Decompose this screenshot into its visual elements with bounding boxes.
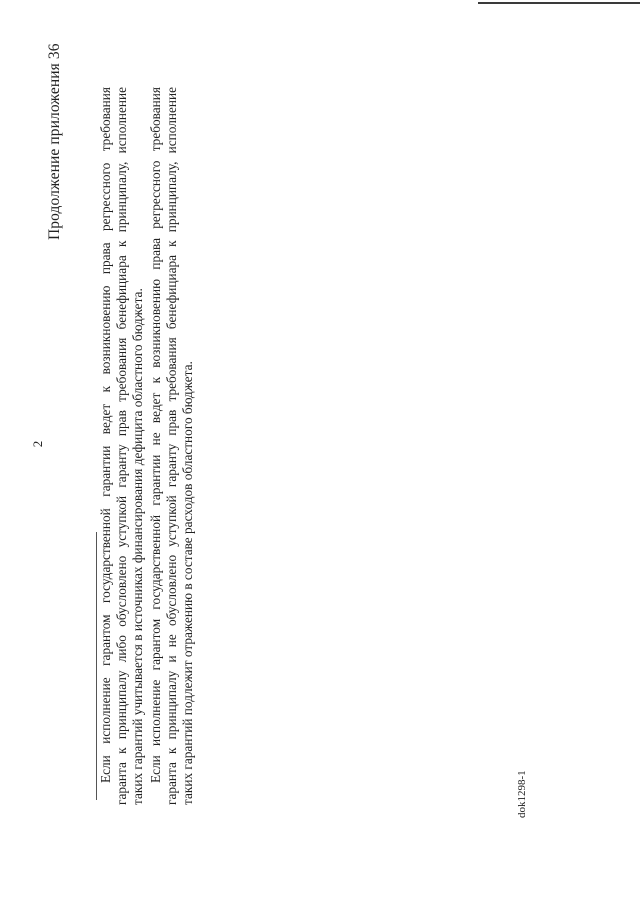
paragraph-line: гаранта к принципалу либо обусловлено уступкой гаранту прав требования бенефициара к принципалу, исполнение: [113, 87, 129, 805]
paragraph-line: гаранта к принципалу и не обусловлено уступкой гаранту прав требования бенефициара к принципалу, исполнение: [163, 87, 179, 805]
continuation-title: Продолжение приложения 36: [46, 43, 63, 240]
paragraph-line: Если исполнение гарантом государственной гарантии ведет к возникновению права регрессного требования: [98, 87, 113, 783]
paragraph-no-regress-claim: [148, 87, 195, 805]
paragraph-regress-claim: [98, 87, 145, 805]
paragraph-line: Если исполнение гарантом государственной гарантии не ведет к возникновению права регрессного требования: [148, 87, 163, 783]
separator-line: [96, 532, 97, 800]
paragraph-line: таких гарантий учитывается в источниках финансирования дефицита областного бюджета.: [129, 288, 145, 805]
paragraph-line: таких гарантий подлежит отражению в составе расходов областного бюджета.: [179, 361, 195, 805]
page-number: 2: [30, 440, 45, 448]
rotated-document-page: [0, 10, 620, 890]
document-code: dok1298-1: [516, 770, 528, 818]
top-edge-rule: [478, 2, 640, 4]
